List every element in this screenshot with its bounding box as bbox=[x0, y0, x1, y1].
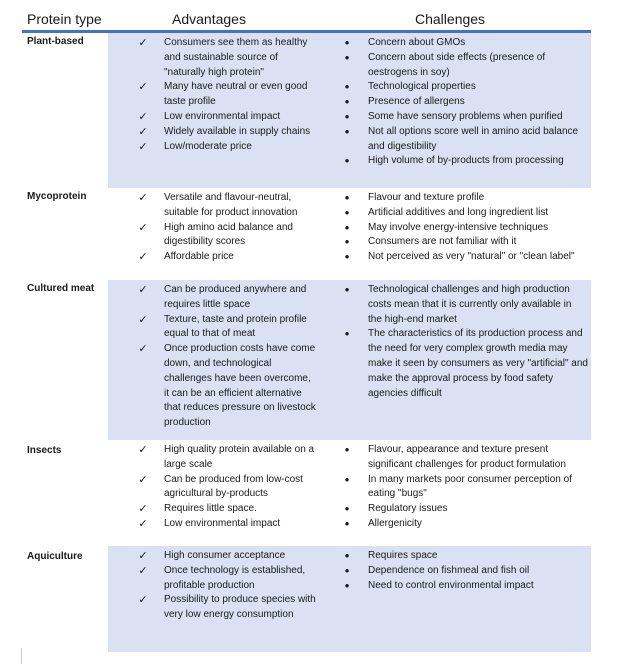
text-cursor bbox=[21, 648, 22, 664]
header-protein-type: Protein type bbox=[27, 11, 102, 27]
advantage-item bbox=[136, 191, 316, 221]
challenge-text: Flavour and texture profile bbox=[368, 192, 485, 203]
challenge-text: High volume of by-products from processing bbox=[368, 155, 564, 167]
challenge-text: Presence of allergens bbox=[368, 96, 465, 108]
advantage-text: High consumer acceptance bbox=[164, 550, 286, 561]
bullet-icon: • bbox=[344, 548, 350, 563]
advantage-item bbox=[136, 564, 316, 594]
bullet-icon: • bbox=[344, 282, 350, 297]
bullet-icon: • bbox=[344, 94, 350, 110]
table-row-aquiculture bbox=[22, 546, 591, 652]
protein-type-label: Insects bbox=[27, 445, 62, 456]
bullet-icon: • bbox=[344, 249, 350, 265]
bullet-icon: • bbox=[344, 501, 350, 517]
advantage-item bbox=[136, 342, 316, 431]
advantages-list bbox=[136, 191, 316, 265]
advantage-text: Widely available in supply chains bbox=[164, 125, 311, 137]
header-advantages: Advantages bbox=[172, 11, 246, 27]
challenge-text: Flavour, appearance and texture present significant challenges for product formulation bbox=[368, 444, 566, 470]
challenge-item bbox=[340, 327, 588, 401]
protein-type-label: Mycoprotein bbox=[27, 191, 87, 202]
challenge-item bbox=[340, 579, 588, 594]
bullet-icon: • bbox=[344, 442, 350, 457]
challenge-text: Some have sensory problems when purified bbox=[368, 110, 563, 122]
challenge-item bbox=[340, 502, 588, 517]
challenge-text: The characteristics of its production process and the need for very complex growth media may make it seen by consumers as very "artificial" and make the approval process by food safety agencies difficult bbox=[368, 328, 588, 399]
advantage-item bbox=[136, 140, 316, 155]
advantage-text: Consumers see them as healthy and sustainable source of "naturally high protein" bbox=[164, 37, 308, 78]
challenge-text: May involve energy-intensive techniques bbox=[368, 221, 549, 233]
checkmark-icon: ✓ bbox=[138, 594, 148, 607]
advantage-item bbox=[136, 283, 316, 313]
bullet-icon: • bbox=[344, 471, 350, 487]
checkmark-icon: ✓ bbox=[138, 81, 148, 94]
advantage-text: Affordable price bbox=[164, 251, 234, 263]
challenge-text: Concern about side effects (presence of oestrogens in soy) bbox=[368, 51, 546, 78]
challenge-text: Consumers are not familiar with it bbox=[368, 236, 517, 248]
checkmark-icon: ✓ bbox=[138, 550, 148, 562]
checkmark-icon: ✓ bbox=[138, 343, 148, 356]
challenge-item bbox=[340, 221, 588, 236]
challenge-item bbox=[340, 95, 588, 110]
bullet-icon: • bbox=[344, 234, 350, 250]
bullet-icon: • bbox=[344, 123, 350, 139]
challenge-text: Technological challenges and high production costs mean that it is currently only available in the high-end market bbox=[368, 284, 572, 325]
advantage-text: Many have neutral or even good taste profile bbox=[164, 81, 308, 108]
challenge-item bbox=[340, 36, 588, 51]
advantage-text: High amino acid balance and digestibility scores bbox=[164, 221, 293, 248]
bullet-icon: • bbox=[344, 79, 350, 95]
advantage-item bbox=[136, 502, 316, 517]
checkmark-icon: ✓ bbox=[138, 251, 148, 264]
advantage-text: Possibility to produce species with very low energy consumption bbox=[164, 594, 316, 621]
advantage-text: Versatile and flavour-neutral, suitable for product innovation bbox=[164, 192, 298, 218]
checkmark-icon: ✓ bbox=[138, 284, 148, 296]
advantages-list bbox=[136, 283, 316, 431]
challenge-text: Technological properties bbox=[368, 81, 476, 93]
table-row-plant-based bbox=[22, 33, 591, 188]
checkmark-icon: ✓ bbox=[138, 110, 148, 123]
challenge-text: Requires space bbox=[368, 550, 438, 561]
challenge-item bbox=[340, 443, 588, 473]
challenge-item bbox=[340, 549, 588, 564]
bullet-icon: • bbox=[344, 562, 350, 578]
challenges-list bbox=[340, 191, 588, 265]
advantages-list bbox=[136, 36, 316, 154]
checkmark-icon: ✓ bbox=[138, 564, 148, 577]
advantage-text: Requires little space. bbox=[164, 503, 257, 515]
bullet-icon: • bbox=[344, 190, 350, 205]
challenge-text: Not all options score well in amino acid balance and digestibility bbox=[368, 125, 579, 152]
bullet-icon: • bbox=[344, 35, 350, 50]
checkmark-icon: ✓ bbox=[138, 192, 148, 204]
advantage-item bbox=[136, 593, 316, 623]
checkmark-icon: ✓ bbox=[138, 37, 148, 49]
table-row-mycoprotein bbox=[22, 188, 591, 280]
challenges-list bbox=[340, 36, 588, 169]
checkmark-icon: ✓ bbox=[138, 221, 148, 234]
checkmark-icon: ✓ bbox=[138, 444, 148, 456]
bullet-icon: • bbox=[344, 49, 350, 65]
challenges-list bbox=[340, 283, 588, 401]
bullet-icon: • bbox=[344, 204, 350, 220]
protein-type-label: Cultured meat bbox=[27, 283, 95, 294]
bullet-icon: • bbox=[344, 108, 350, 124]
challenge-text: Not perceived as very "natural" or "clean label" bbox=[368, 251, 575, 263]
bullet-icon: • bbox=[344, 153, 350, 169]
challenge-item bbox=[340, 235, 588, 250]
advantage-item bbox=[136, 549, 316, 564]
challenge-item bbox=[340, 206, 588, 221]
advantage-text: Once production costs have come down, and technological challenges have been overcome, it can be an efficient alternative that reduces pressure on livestock production bbox=[164, 343, 316, 429]
advantage-item bbox=[136, 221, 316, 251]
advantage-item bbox=[136, 125, 316, 140]
challenge-item bbox=[340, 250, 588, 265]
checkmark-icon: ✓ bbox=[138, 313, 148, 326]
challenge-item bbox=[340, 517, 588, 532]
challenge-text: Artificial additives and long ingredient list bbox=[368, 206, 549, 218]
challenge-item bbox=[340, 473, 588, 503]
advantages-list bbox=[136, 549, 316, 623]
challenge-item bbox=[340, 80, 588, 95]
challenge-text: Allergenicity bbox=[368, 517, 422, 529]
advantage-item bbox=[136, 313, 316, 343]
checkmark-icon: ✓ bbox=[138, 503, 148, 516]
challenge-item bbox=[340, 51, 588, 81]
challenge-text: In many markets poor consumer perception of eating "bugs" bbox=[368, 473, 572, 500]
challenge-item bbox=[340, 110, 588, 125]
advantage-text: Low/moderate price bbox=[164, 140, 252, 152]
table-row-cultured-meat bbox=[22, 280, 591, 440]
table-header bbox=[22, 8, 591, 33]
challenge-text: Concern about GMOs bbox=[368, 37, 466, 48]
challenge-item bbox=[340, 191, 588, 206]
checkmark-icon: ✓ bbox=[138, 473, 148, 486]
protein-comparison-table bbox=[22, 8, 591, 652]
advantage-text: Can be produced anywhere and requires little space bbox=[164, 284, 307, 310]
challenge-item bbox=[340, 564, 588, 579]
checkmark-icon: ✓ bbox=[138, 517, 148, 530]
challenge-text: Regulatory issues bbox=[368, 503, 448, 515]
advantage-item bbox=[136, 36, 316, 80]
advantage-item bbox=[136, 443, 316, 473]
protein-type-label: Aquiculture bbox=[27, 551, 83, 562]
challenges-list bbox=[340, 549, 588, 593]
checkmark-icon: ✓ bbox=[138, 125, 148, 138]
advantage-text: Low environmental impact bbox=[164, 517, 281, 529]
advantage-item bbox=[136, 517, 316, 532]
table-body bbox=[22, 33, 591, 652]
bullet-icon: • bbox=[344, 219, 350, 235]
challenge-text: Need to control environmental impact bbox=[368, 579, 534, 591]
bullet-icon: • bbox=[344, 326, 350, 342]
table-row-insects bbox=[22, 440, 591, 546]
advantage-text: Low environmental impact bbox=[164, 110, 281, 122]
challenge-item bbox=[340, 283, 588, 327]
advantage-text: High quality protein available on a large scale bbox=[164, 444, 315, 470]
challenge-item bbox=[340, 154, 588, 169]
advantage-text: Can be produced from low-cost agricultural by-products bbox=[164, 473, 303, 500]
bullet-icon: • bbox=[344, 515, 350, 531]
bullet-icon: • bbox=[344, 577, 350, 593]
challenges-list bbox=[340, 443, 588, 532]
protein-type-label: Plant-based bbox=[27, 36, 84, 47]
challenge-item bbox=[340, 125, 588, 155]
advantage-text: Texture, taste and protein profile equal to that of meat bbox=[164, 313, 307, 340]
advantage-item bbox=[136, 473, 316, 503]
advantage-item bbox=[136, 110, 316, 125]
header-challenges: Challenges bbox=[415, 11, 486, 27]
advantage-item bbox=[136, 80, 316, 110]
checkmark-icon: ✓ bbox=[138, 140, 148, 153]
challenge-text: Dependence on fishmeal and fish oil bbox=[368, 564, 530, 576]
advantage-item bbox=[136, 250, 316, 265]
advantages-list bbox=[136, 443, 316, 532]
advantage-text: Once technology is established, profitable production bbox=[164, 564, 306, 591]
